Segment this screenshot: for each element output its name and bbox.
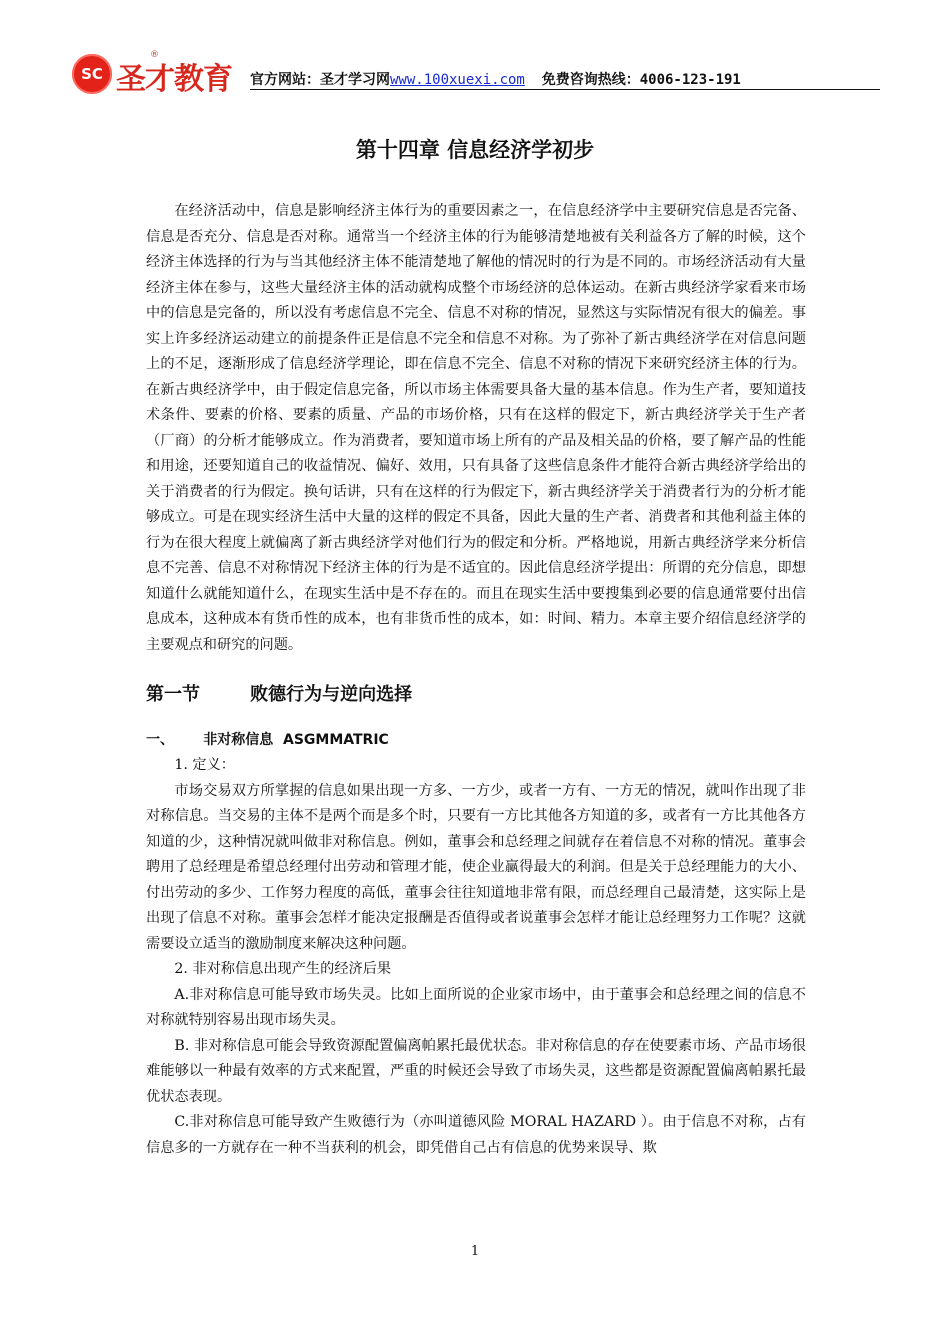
intro-paragraph: 在经济活动中，信息是影响经济主体行为的重要因素之一，在信息经济学中主要研究信息是否完备、信息是否充分、信息是否对称。通常当一个经济主体的行为能够清楚地被有关利益各方了解的时候，这个经济主体选择的行为与当其他经济主体不能清楚地了解他的情况时的行为是不同的。市场经济活动有大量经济主体在参与，这些大量经济主体的活动就构成整个市场经济的总体运动。在新古典经济学家看来市场中的信息是完备的，所以没有考虑信息不完全、信息不对称的情况，显然这与实际情况有很大的偏差。事实上许多经济运动建立的前提条件正是信息不完全和信息不对称。为了弥补了新古典经济学在对信息问题上的不足，逐渐形成了信息经济学理论，即在信息不完全、信息不对称的情况下来研究经济主体的行为。在新古典经济学中，由于假定信息完备，所以市场主体需要具备大量的基本信息。作为生产者，要知道技术条件、要素的价格、要素的质量、产品的市场价格，只有在这样的假定下，新古典经济学关于生产者（厂商）的分析才能够成立。作为消费者，要知道市场上所有的产品及相关品的价格，要了解产品的性能和用途，还要知道自己的收益情况、偏好、效用，只有具备了这些信息条件才能符合新古典经济学给出的关于消费者的行为假定。换句话讲，只有在这样的行为假定下，新古典经济学关于消费者行为的分析才能够成立。可是在现实经济生活中大量的这样的假定不具备，因此大量的生产者、消费者和其他利益主体的行为在很大程度上就偏离了新古典经济学对他们行为的假定和分析。严格地说，用新古典经济学来分析信息不完善、信息不对称情况下经济主体的行为是不适宜的。因此信息经济学提出：所谓的充分信息，即想知道什么就能知道什么，在现实生活中是不存在的。而且在现实生活中要搜集到必要的信息通常要付出信息成本，这种成本有货币性的成本，也有非货币性的成本，如：时间、精力。本章主要介绍信息经济学的主要观点和研究的问题。: [146, 203, 806, 653]
page-number: 1: [470, 1244, 480, 1259]
subsection-heading: 一、 非对称信息 ASGMMATRIC: [146, 731, 389, 748]
registered-mark: ®: [150, 50, 159, 60]
header-info-line: [250, 69, 741, 89]
section-title: 第一节 败德行为与逆向选择: [146, 684, 413, 705]
site-url-link[interactable]: www.100xuexi.com: [390, 72, 525, 88]
document-body: [146, 199, 806, 1161]
point-a-paragraph: A.非对称信息可能导致市场失灵。比如上面所说的企业家市场中，由于董事会和总经理之间的信息不对称就特别容易出现市场失灵。: [146, 986, 806, 1028]
point-c-paragraph: C.非对称信息可能导致产生败德行为（亦叫道德风险 MORAL HAZARD ）。由于信息不对称，占有信息多的一方就存在一种不当获利的机会，即凭借自己占有信息的优势来误导、欺: [146, 1114, 806, 1156]
chapter-title: 第十四章 信息经济学初步: [355, 138, 595, 162]
item-1-paragraph: 市场交易双方所掌握的信息如果出现一方多、一方少，或者一方有、一方无的情况，就叫作出现了非对称信息。当交易的主体不是两个而是多个时，只要有一方比其他各方知道的多，或者有一方比其他各方知道的少，这种情况就叫做非对称信息。例如，董事会和总经理之间就存在着信息不对称的情况。董事会聘用了总经理是希望总经理付出劳动和管理才能，使企业赢得最大的利润。但是关于总经理能力的大小、付出劳动的多少、工作努力程度的高低，董事会往往知道地非常有限，而总经理自己最清楚，这实际上是出现了信息不对称。董事会怎样才能决定报酬是否值得或者说董事会怎样才能让总经理努力工作呢？这就需要设立适当的激励制度来解决这种问题。: [146, 782, 806, 952]
site-label: 官方网站：圣才学习网: [250, 72, 390, 88]
item-1-label: 1. 定义：: [174, 757, 235, 773]
page-header: [72, 52, 812, 96]
header-divider: [250, 89, 880, 90]
brand-logo-text: 圣才教育: [116, 62, 232, 97]
point-b-paragraph: B. 非对称信息可能会导致资源配置偏离帕累托最优状态。非对称信息的存在使要素市场、产品市场很难能够以一种最有效率的方式来配置，严重的时候还会导致了市场失灵，这些都是资源配置偏离帕累托最优状态表现。: [146, 1037, 806, 1105]
item-2-label: 2. 非对称信息出现产生的经济后果: [174, 961, 392, 977]
logo-seal-icon: SC: [72, 54, 112, 94]
hotline-text: 免费咨询热线：4006-123-191: [541, 72, 741, 88]
